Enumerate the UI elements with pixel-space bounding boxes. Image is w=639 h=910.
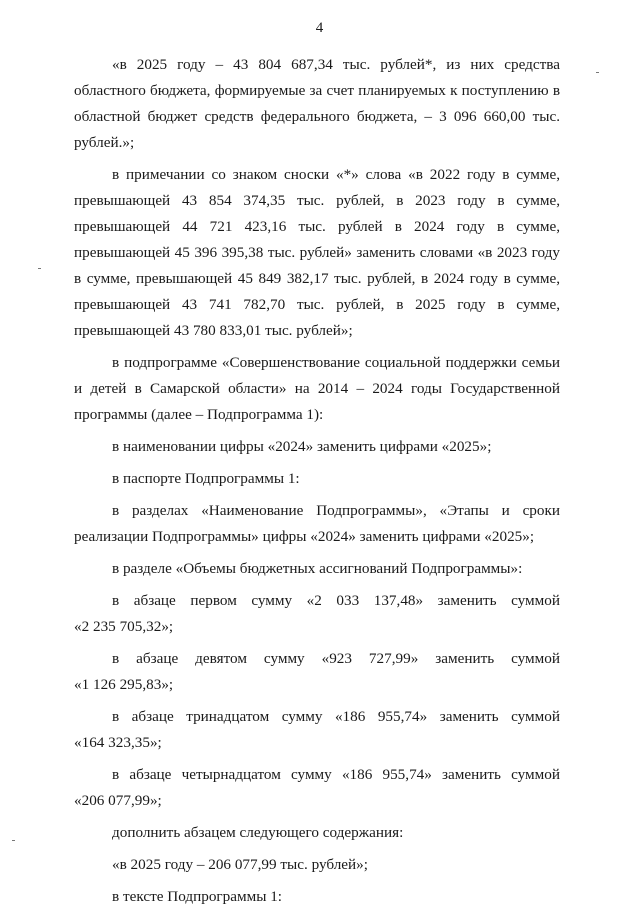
text-line: «2 235 705,32»; — [74, 618, 174, 635]
scan-speck — [596, 72, 599, 73]
text-line: в паспорте Подпрограммы 1: — [112, 470, 300, 487]
text-line: в сумме, превышающей 45 849 382,17 тыс. рублей, в 2024 году в сумме, — [74, 270, 560, 287]
text-line: в абзаце девятом сумму «923 727,99» заменить суммой — [112, 650, 560, 667]
text-line: областного бюджета, формируемые за счет планируемых к поступлению в — [74, 82, 560, 99]
paragraph-fourteenth-abzac — [74, 762, 560, 814]
text-line: в абзаце тринадцатом сумму «186 955,74» заменить суммой — [112, 708, 560, 725]
paragraph-name-change — [74, 434, 560, 460]
page-number: 4 — [315, 20, 324, 36]
text-line: превышающей 43 741 782,70 тыс. рублей, в 2025 году в сумме, — [74, 296, 560, 313]
text-line: дополнить абзацем следующего содержания: — [112, 824, 404, 841]
paragraph-ninth-abzac — [74, 646, 560, 698]
paragraph-first-abzac — [74, 588, 560, 640]
paragraph-thirteenth-abzac — [74, 704, 560, 756]
text-line: превышающей 43 854 374,35 тыс. рублей, в 2023 году в сумме, — [74, 192, 560, 209]
paragraph-sections — [74, 498, 560, 550]
text-line: рублей.»; — [74, 134, 135, 151]
paragraph-subprogram-1 — [74, 350, 560, 428]
paragraph-budget-2025 — [74, 52, 560, 156]
text-line: реализации Подпрограммы» цифры «2024» заменить цифрами «2025»; — [74, 528, 535, 545]
text-line: в примечании со знаком сноски «*» слова «в 2022 году в сумме, — [112, 166, 560, 183]
text-line: областной бюджет средств федерального бюджета, – 3 096 660,00 тыс. — [74, 108, 560, 125]
paragraph-subprogram-text — [74, 884, 560, 910]
text-line: «164 323,35»; — [74, 734, 162, 751]
paragraph-passport — [74, 466, 560, 492]
text-line: и детей в Самарской области» на 2014 – 2024 годы Государственной — [74, 380, 560, 397]
text-line: в разделе «Объемы бюджетных ассигнований Подпрограммы»: — [112, 560, 523, 577]
text-line: программы (далее – Подпрограмма 1): — [74, 406, 324, 423]
text-line: в наименовании цифры «2024» заменить цифрами «2025»; — [112, 438, 492, 455]
text-line: «1 126 295,83»; — [74, 676, 174, 693]
text-line: в тексте Подпрограммы 1: — [112, 888, 283, 905]
paragraph-added-text — [74, 852, 560, 878]
scan-speck — [12, 840, 15, 841]
paragraph-budget-section — [74, 556, 560, 582]
text-line: превышающей 44 721 423,16 тыс. рублей в 2024 году в сумме, — [74, 218, 560, 235]
text-line: в подпрограмме «Совершенствование социальной поддержки семьи — [112, 354, 560, 371]
text-line: превышающей 43 780 833,01 тыс. рублей»; — [74, 322, 353, 339]
paragraph-footnote-note — [74, 162, 560, 344]
text-line: в абзаце четырнадцатом сумму «186 955,74» заменить суммой — [112, 766, 560, 783]
document-body — [74, 52, 560, 910]
text-line: в абзаце первом сумму «2 033 137,48» заменить суммой — [112, 592, 560, 609]
text-line: «в 2025 году – 206 077,99 тыс. рублей»; — [112, 856, 368, 873]
scan-speck — [38, 268, 41, 269]
text-line: «в 2025 году – 43 804 687,34 тыс. рублей*, из них средства — [112, 56, 560, 73]
paragraph-add-abzac — [74, 820, 560, 846]
text-line: «206 077,99»; — [74, 792, 162, 809]
text-line: в разделах «Наименование Подпрограммы», «Этапы и сроки — [112, 502, 560, 519]
text-line: превышающей 45 396 395,38 тыс. рублей» заменить словами «в 2023 году — [74, 244, 560, 261]
